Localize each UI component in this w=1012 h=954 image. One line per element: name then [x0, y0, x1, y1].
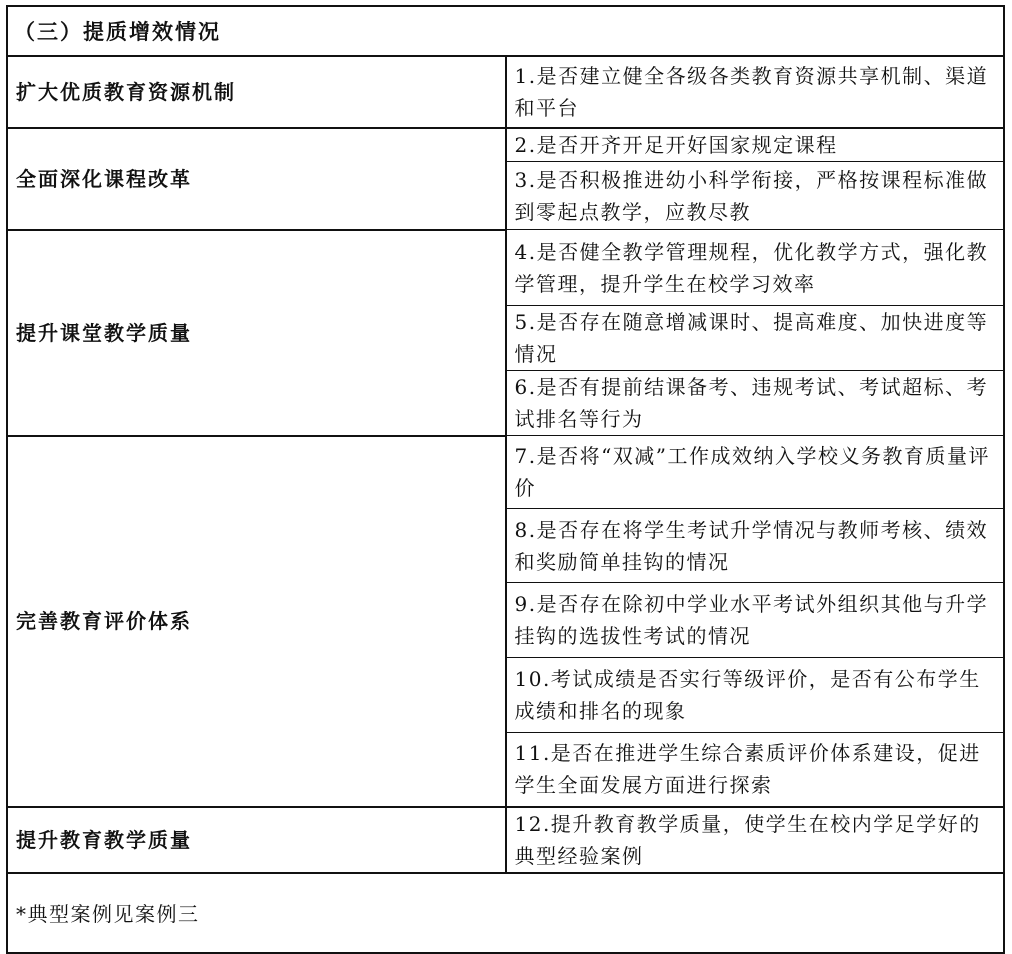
- table-row: [7, 56, 1004, 128]
- item-cell: 12.提升教育教学质量，使学生在校内学足学好的典型经验案例: [506, 807, 1005, 873]
- case-note: *典型案例见案例三: [7, 873, 1004, 953]
- item-cell: 9.是否存在除初中学业水平考试外组织其他与升学挂钩的选拔性考试的情况: [506, 583, 1005, 658]
- table-row: [7, 230, 1004, 306]
- item-cell: 3.是否积极推进幼小科学衔接，严格按课程标准做到零起点教学，应教尽教: [506, 162, 1005, 230]
- inspection-table: [6, 5, 1005, 954]
- table-row: [7, 128, 1004, 162]
- category-cell: 提升教育教学质量: [7, 807, 506, 873]
- category-cell: 提升课堂教学质量: [7, 230, 506, 436]
- note-row: [7, 873, 1004, 953]
- item-cell: 7.是否将“双减”工作成效纳入学校义务教育质量评价: [506, 436, 1005, 509]
- item-cell: 4.是否健全教学管理规程，优化教学方式，强化教学管理，提升学生在校学习效率: [506, 230, 1005, 306]
- category-cell: 全面深化课程改革: [7, 128, 506, 230]
- section-title: （三）提质增效情况: [7, 6, 1004, 56]
- item-cell: 1.是否建立健全各级各类教育资源共享机制、渠道和平台: [506, 56, 1005, 128]
- category-cell: 完善教育评价体系: [7, 436, 506, 807]
- category-cell: 扩大优质教育资源机制: [7, 56, 506, 128]
- section-header-row: [7, 6, 1004, 56]
- table-row: [7, 807, 1004, 873]
- item-cell: 11.是否在推进学生综合素质评价体系建设，促进学生全面发展方面进行探索: [506, 733, 1005, 807]
- item-cell: 6.是否有提前结课备考、违规考试、考试超标、考试排名等行为: [506, 371, 1005, 436]
- item-cell: 10.考试成绩是否实行等级评价，是否有公布学生成绩和排名的现象: [506, 658, 1005, 733]
- table-row: [7, 436, 1004, 509]
- item-cell: 2.是否开齐开足开好国家规定课程: [506, 128, 1005, 162]
- item-cell: 8.是否存在将学生考试升学情况与教师考核、绩效和奖励简单挂钩的情况: [506, 509, 1005, 583]
- item-cell: 5.是否存在随意增减课时、提高难度、加快进度等情况: [506, 306, 1005, 371]
